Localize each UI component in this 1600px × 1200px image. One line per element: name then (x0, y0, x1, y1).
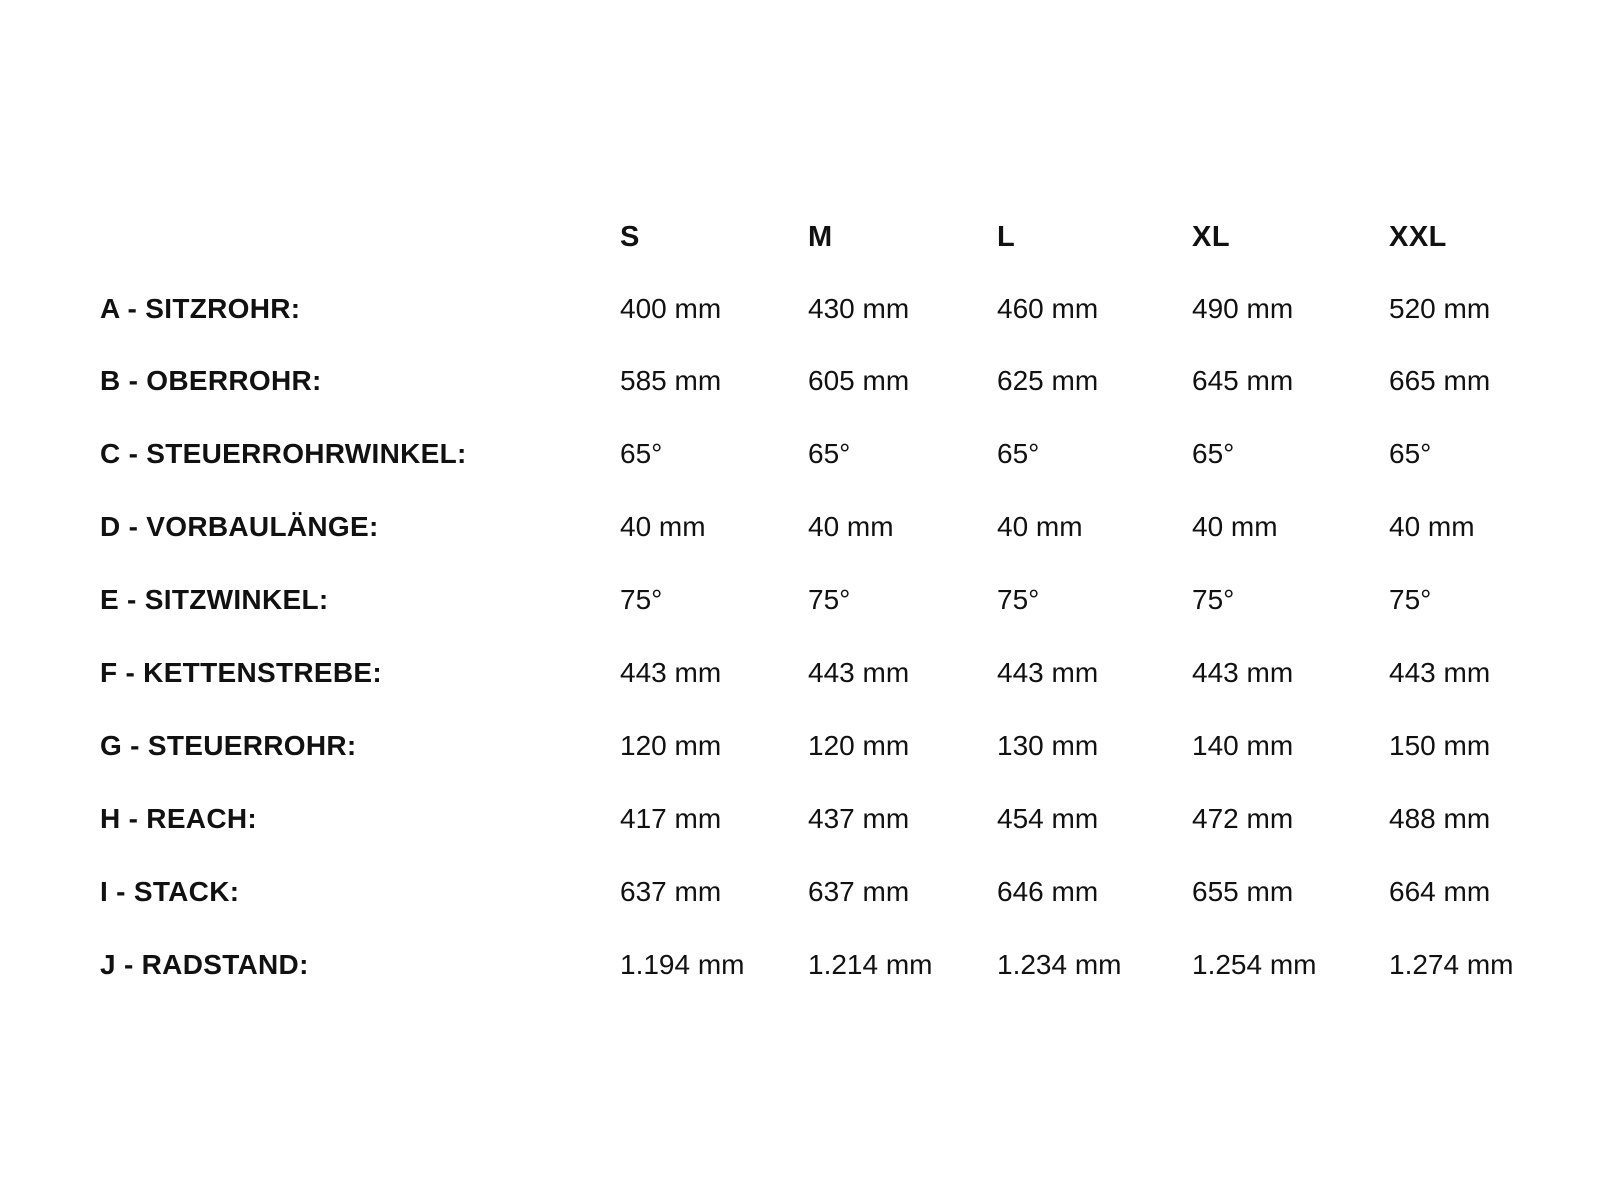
row-label: B - OBERROHR: (100, 365, 322, 396)
value-cell: 1.254 mm (1192, 949, 1317, 980)
value-cell: 625 mm (997, 365, 1099, 396)
value-cell: 130 mm (997, 730, 1099, 761)
value-cell: 488 mm (1389, 803, 1491, 834)
value-cell: 443 mm (997, 657, 1099, 688)
row-label: J - RADSTAND: (100, 949, 309, 980)
value-cell: 645 mm (1192, 365, 1294, 396)
value-cell: 65° (997, 438, 1040, 469)
row-label: G - STEUERROHR: (100, 730, 357, 761)
value-cell: 443 mm (808, 657, 910, 688)
size-header-xxl: XXL (1389, 221, 1447, 253)
value-cell: 75° (1389, 584, 1432, 615)
value-cell: 120 mm (808, 730, 910, 761)
value-cell: 417 mm (620, 803, 722, 834)
value-cell: 40 mm (620, 511, 706, 542)
value-cell: 443 mm (620, 657, 722, 688)
size-header-xl: XL (1192, 221, 1231, 253)
row-label: I - STACK: (100, 876, 240, 907)
value-cell: 65° (620, 438, 663, 469)
table-row (0, 434, 1600, 474)
size-header-l: L (997, 221, 1016, 253)
value-cell: 65° (1192, 438, 1235, 469)
value-cell: 140 mm (1192, 730, 1294, 761)
value-cell: 664 mm (1389, 876, 1491, 907)
value-cell: 437 mm (808, 803, 910, 834)
value-cell: 637 mm (620, 876, 722, 907)
value-cell: 400 mm (620, 293, 722, 324)
table-row (0, 872, 1600, 912)
row-label: D - VORBAULÄNGE: (100, 511, 379, 542)
value-cell: 646 mm (997, 876, 1099, 907)
value-cell: 490 mm (1192, 293, 1294, 324)
value-cell: 40 mm (1389, 511, 1475, 542)
row-label: E - SITZWINKEL: (100, 584, 329, 615)
value-cell: 472 mm (1192, 803, 1294, 834)
value-cell: 40 mm (997, 511, 1083, 542)
value-cell: 443 mm (1389, 657, 1491, 688)
value-cell: 65° (808, 438, 851, 469)
value-cell: 65° (1389, 438, 1432, 469)
value-cell: 1.234 mm (997, 949, 1122, 980)
size-header-row (0, 217, 1600, 257)
row-label: H - REACH: (100, 803, 257, 834)
value-cell: 585 mm (620, 365, 722, 396)
value-cell: 150 mm (1389, 730, 1491, 761)
table-row (0, 580, 1600, 620)
row-label: C - STEUERROHRWINKEL: (100, 438, 467, 469)
value-cell: 454 mm (997, 803, 1099, 834)
value-cell: 637 mm (808, 876, 910, 907)
table-row (0, 945, 1600, 985)
value-cell: 520 mm (1389, 293, 1491, 324)
row-label: F - KETTENSTREBE: (100, 657, 382, 688)
value-cell: 75° (1192, 584, 1235, 615)
value-cell: 40 mm (1192, 511, 1278, 542)
value-cell: 40 mm (808, 511, 894, 542)
value-cell: 605 mm (808, 365, 910, 396)
table-row (0, 726, 1600, 766)
value-cell: 1.194 mm (620, 949, 745, 980)
value-cell: 1.274 mm (1389, 949, 1514, 980)
value-cell: 655 mm (1192, 876, 1294, 907)
value-cell: 75° (620, 584, 663, 615)
value-cell: 75° (808, 584, 851, 615)
table-row (0, 289, 1600, 329)
table-row (0, 653, 1600, 693)
value-cell: 665 mm (1389, 365, 1491, 396)
table-row (0, 799, 1600, 839)
value-cell: 460 mm (997, 293, 1099, 324)
size-header-s: S (620, 221, 640, 253)
row-label: A - SITZROHR: (100, 293, 301, 324)
value-cell: 443 mm (1192, 657, 1294, 688)
table-row (0, 361, 1600, 401)
table-row (0, 507, 1600, 547)
value-cell: 1.214 mm (808, 949, 933, 980)
value-cell: 430 mm (808, 293, 910, 324)
value-cell: 120 mm (620, 730, 722, 761)
size-header-m: M (808, 221, 833, 253)
value-cell: 75° (997, 584, 1040, 615)
